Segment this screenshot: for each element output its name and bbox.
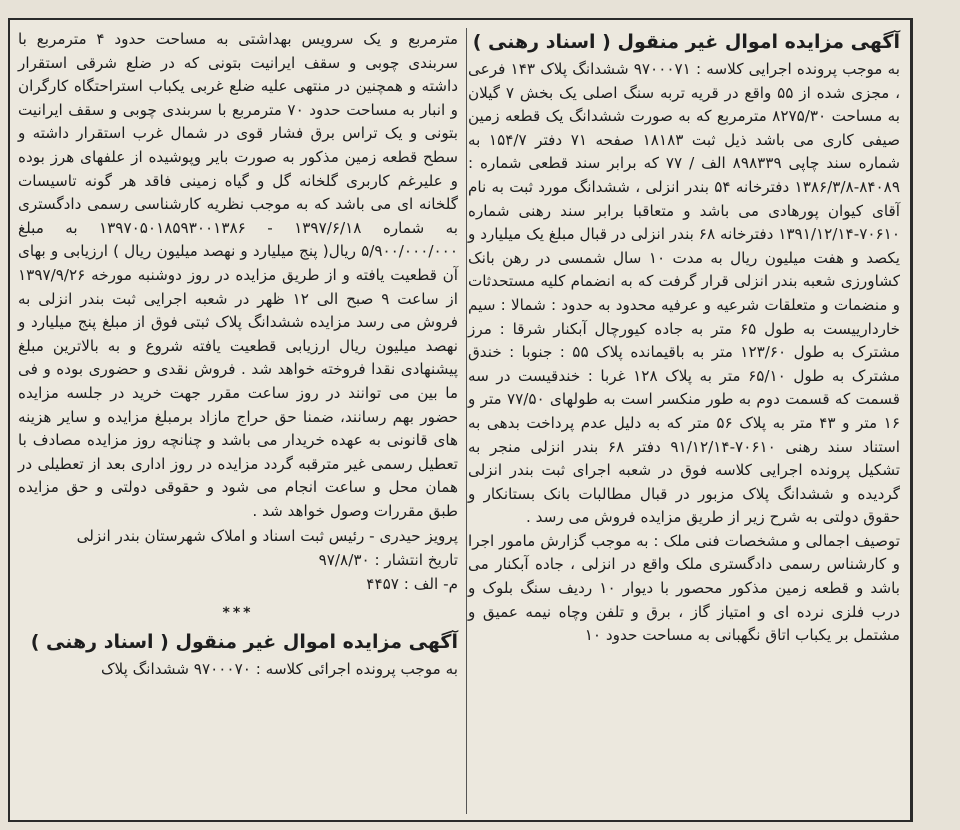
right-column	[468, 28, 900, 816]
left-column	[18, 28, 458, 816]
publish-date: تاریخ انتشار : ۹۷/۸/۳۰	[318, 551, 458, 570]
notice-frame	[8, 18, 913, 822]
notice-paragraph-continued: مترمربع و یک سرویس بهداشتی به مساحت حدود ۴ مترمربع با سربندی چوبی و سقف ایرانیت بتونی که در ضلع شرقی استقرار داشته و همچنین در منتهی علیه ضلع غربی یکباب استراحتگاه کارگران و انبار به مساحت حدود ۷۰ مترمربع با سربندی چوبی و سقف ایرانیت بتونی و یک تراس برق فشار قوی در شمال غرب استقرار داشته و سطح قطعه زمین مذکور به صورت بایر وپوشیده از علفهای هرز بوده و علیرغم کاربری گلخانه گل و گیاه زمینی فاقد هر گونه تاسیسات گلخانه ای می باشد که به موجب نظریه کارشناسی رسمی دادگستری به شماره ۱۳۹۷/۶/۱۸ - ۱۳۹۷۰۵۰۱۸۵۹۳۰۰۱۳۸۶ به مبلغ ۵/۹۰۰/۰۰۰/۰۰۰ ریال( پنج میلیارد و نهصد میلیون ریال ) ارزیابی و بهای آن قطعیت یافته و از طریق مزایده در روز دوشنبه مورخه ۱۳۹۷/۹/۲۶ از ساعت ۹ صبح الی ۱۲ ظهر در شعبه اجرایی ثبت بندر انزلی به فروش می رسد مزایده ششدانگ پلاک ثبتی فوق از مبلغ پنج میلیارد و نهصد میلیون ریال ارزیابی قطعیت یافته شروع و به بالاترین مبلغ پیشنهادی نقدا فروخته خواهد شد . فروش نقدی و حضوری بوده و فی ما بین می توانند در روز ساعت مقرر جهت خرید در جلسه مزایده حضور بهم رسانند، ضمنا حق حراج مازاد برمبلغ مزایده و سایر هزینه های قانونی به عهده خریدار می باشد و چنانچه روز مزایده مصادف با تعطیل رسمی غیر مترقبه گردد مزایده در روز اداری بعد از تعطیلی در همان محل و ساعت انجام می شود و حقوقی دولتی و حق مزایده طبق مقررات وصول خواهد شد .	[18, 30, 459, 520]
next-notice-title: آگهی مزایده اموال غیر منقول ( اسناد رهنی )	[30, 630, 458, 653]
next-notice-paragraph: به موجب پرونده اجرائی کلاسه : ۹۷۰۰۰۷۰ ششدانگ پلاک	[100, 659, 458, 678]
signature-line: پرویز حیدری - رئیس ثبت اسناد و املاک شهرستان بندر انزلی	[76, 527, 458, 546]
column-divider	[466, 28, 467, 814]
notice-title: آگهی مزایده اموال غیر منقول ( اسناد رهنی )	[472, 31, 900, 53]
reference-code: م- الف : ۴۴۵۷	[366, 574, 458, 593]
property-description: توصیف اجمالی و مشخصات فنی ملک : به موجب گزارش مامور اجرا و کارشناس رسمی دادگستری ملک واقع در انزلی ، جاده آبکنار می باشد و قطعه زمین مذکور محصور با دیوار ۱۰ ردیف سنگ بلوک و درب فلزی نرده ای و امتیاز گاز ، برق و تلفن وچاه نیمه عمیق و مشتمل بر یکباب اتاق نگهبانی به مساحت حدود ۱۰	[468, 531, 900, 645]
separator-stars: ***	[222, 605, 254, 622]
notice-paragraph: به موجب پرونده اجرایی کلاسه : ۹۷۰۰۰۷۱ ششدانگ پلاک ۱۴۳ فرعی ، مجزی شده از ۵۵ واقع در قریه تربه سنگ اصلی یک بخش ۷ گیلان به مساحت ۸۲۷۵/۳۰ مترمربع که به صورت ششدانگ یک قطعه زمین صیفی کاری می باشد ذیل ثبت ۱۸۱۸۳ صفحه ۷۱ دفتر ۱۵۴/۷ به شماره سند چاپی ۸۹۸۳۳۹ الف / ۷۷ که برابر سند قطعی شماره : ۸۴۰۸۹-۱۳۸۶/۳/۸ دفترخانه ۵۴ بندر انزلی ، ششدانگ مورد ثبت به نام آقای کیوان پورهادی می باشد و متعاقبا برابر سند رهنی شماره ۷۰۶۱۰-۱۳۹۱/۱۲/۱۴ دفترخانه ۶۸ بندر انزلی در قبال مبلغ یک میلیارد و یکصد و هفت میلیون ریال به مدت ۱۰ سال شمسی در رهن بانک کشاورزی شعبه بندر انزلی قرار گرفت که به انضمام کلیه مستحدثات و منضمات و متعلقات شرعیه و عرفیه محدود به حدود : شمالا : سیم خاردارییست به طول ۶۵ متر به جاده کیورچال آبکنار شرقا : مرز مشترک به طول ۱۲۳/۶۰ متر به باقیمانده پلاک ۵۵ : جنوبا : خندق مشترک به طول ۶۵/۱۰ متر به پلاک ۱۲۸ غربا : خندقیست در سه قسمت که قسمت دوم به طور منکسر است به طولهای ۷۷/۵۰ متر و ۱۶ متر و ۴۳ متر به پلاک ۵۶ متر که به دلیل عدم پرداخت بدهی به استناد سند رهنی ۷۰۶۱۰-۹۱/۱۲/۱۴ دفتر ۶۸ بندر انزلی منجر به تشکیل پرونده اجرایی کلاسه فوق در شعبه اجرای ثبت بندر انزلی گردیده و ششدانگ پلاک مزبور در قبال مطالبات بانک بستانکار و حقوق دولتی به شرح زیر از طریق مزایده فروش می رسد .	[468, 60, 900, 527]
